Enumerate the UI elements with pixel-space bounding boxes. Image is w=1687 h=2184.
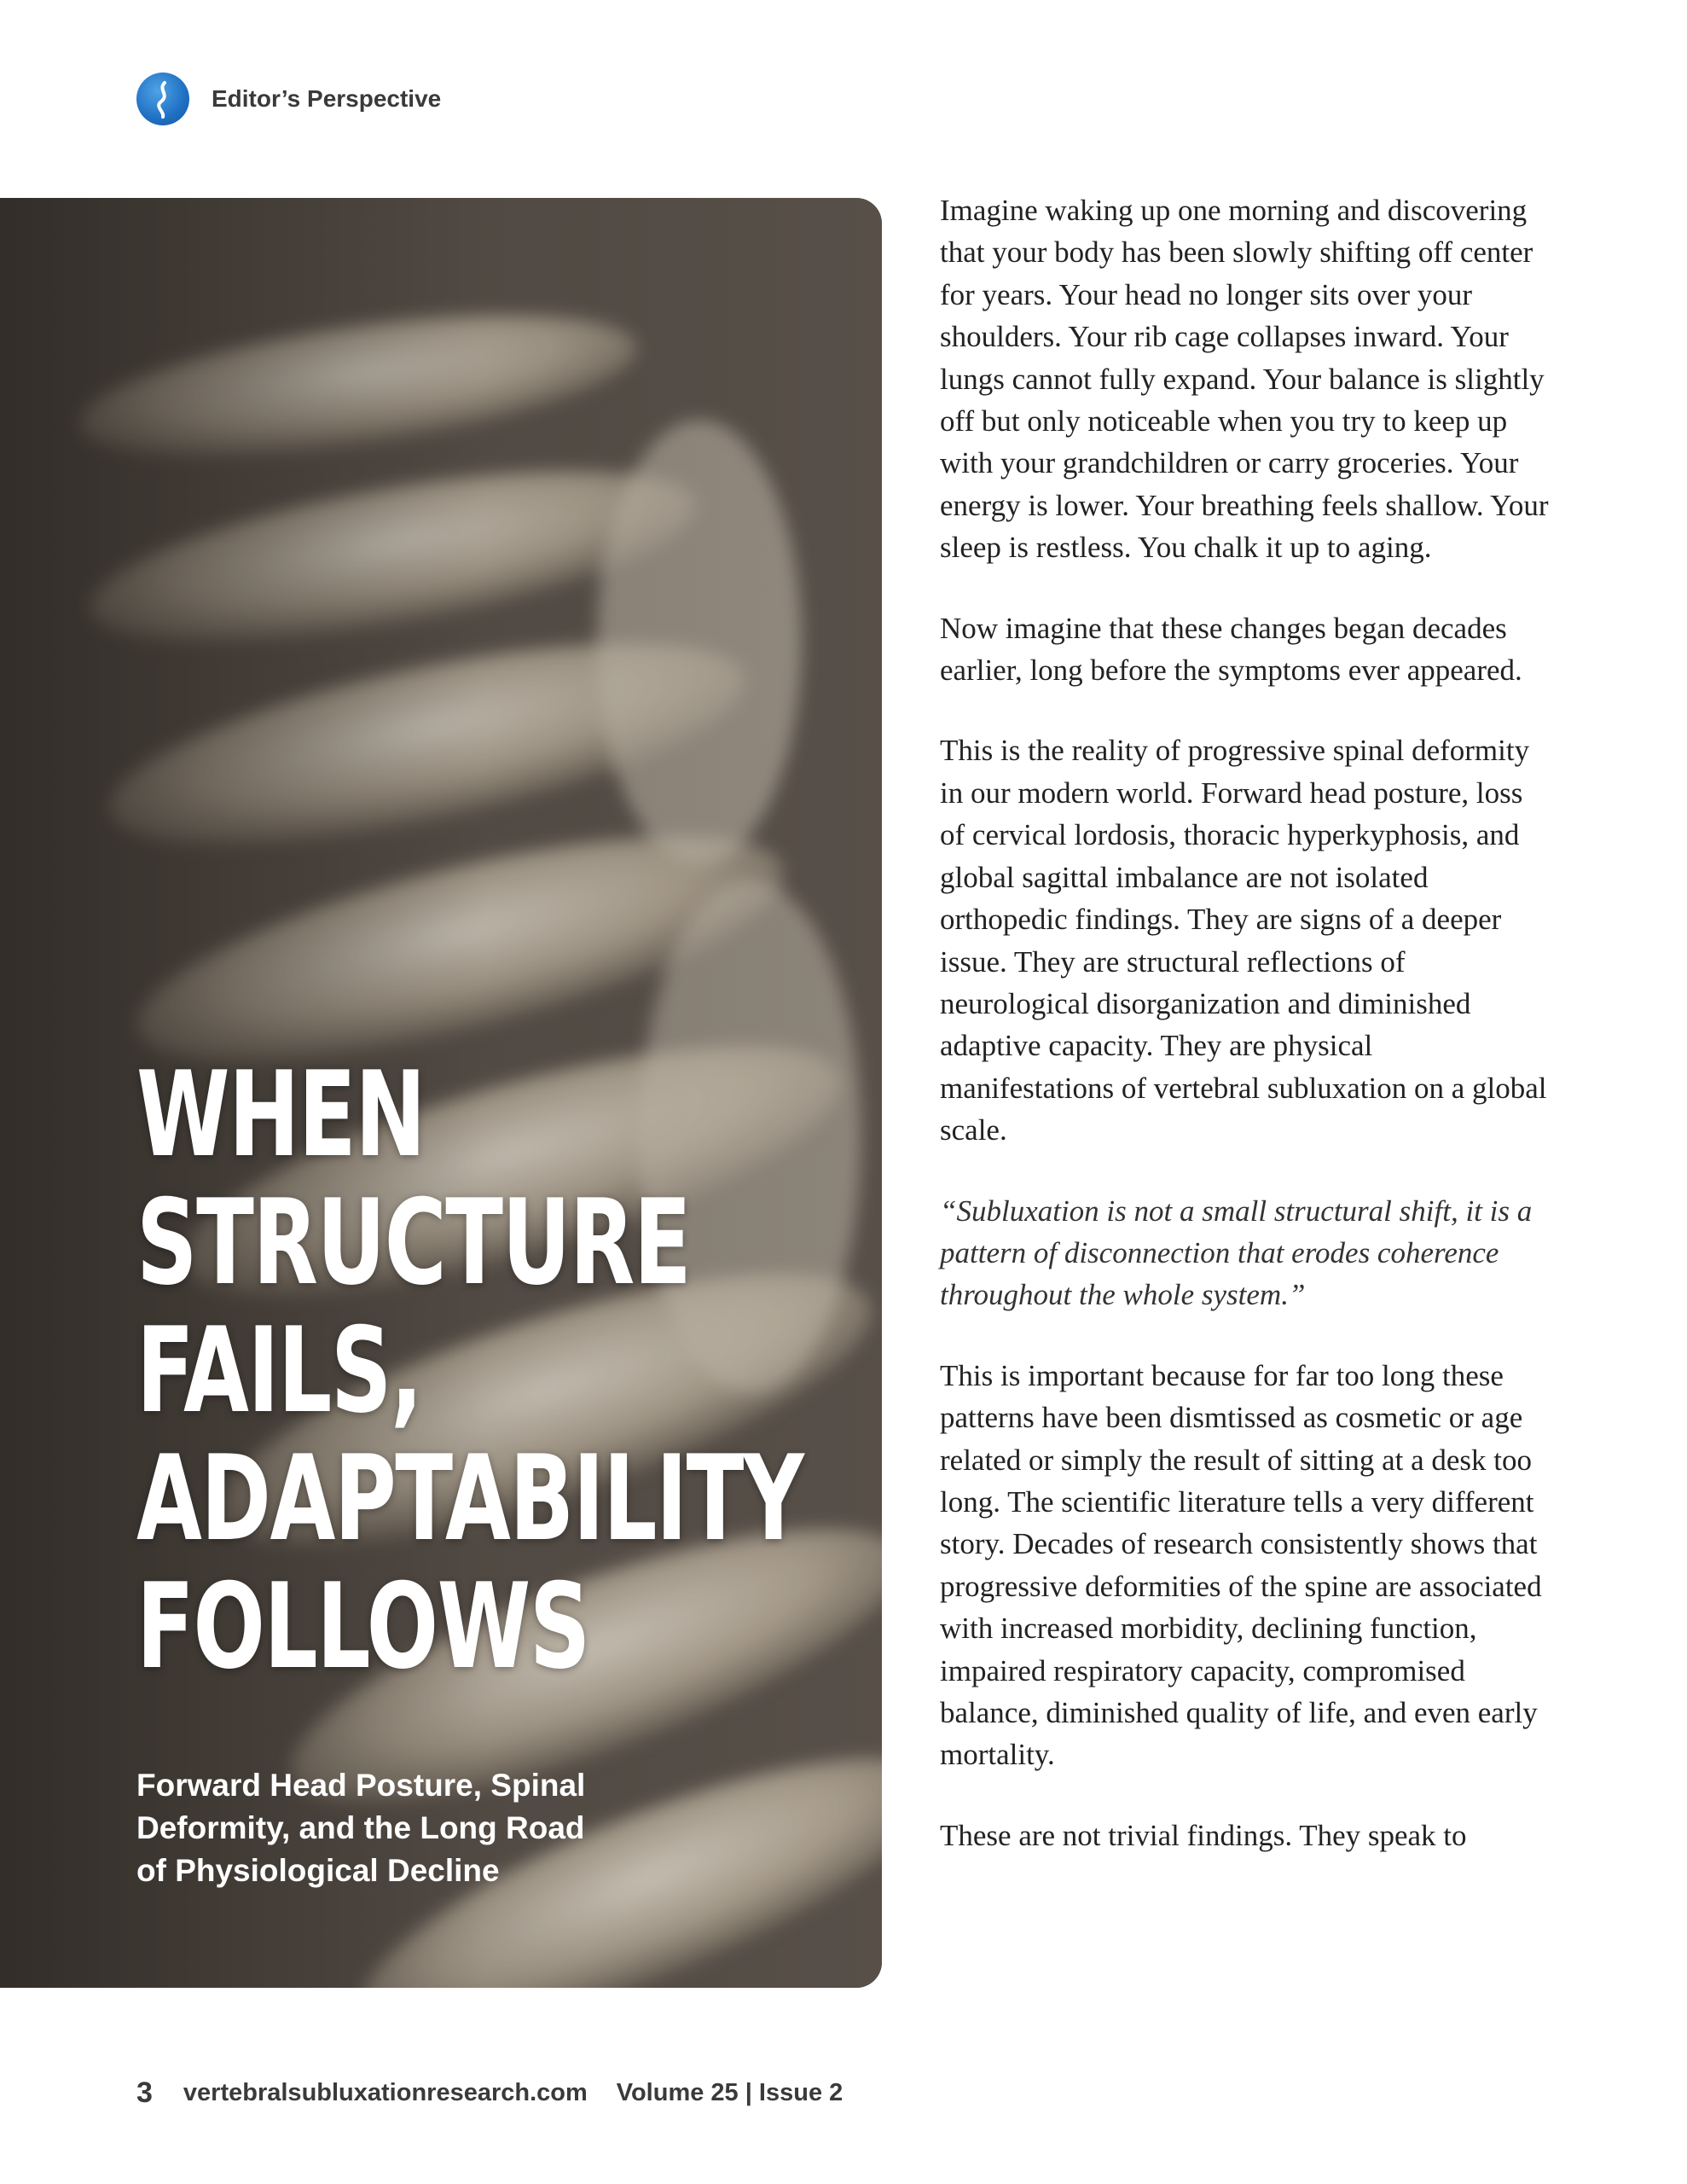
volume-issue: Volume 25 | Issue 2 bbox=[616, 2078, 844, 2106]
body-paragraph: Imagine waking up one morning and discovering that your body has been slowly shifting off center for years. Your head no longer sits over your shoulders. Your rib cage collapses inward. Your lungs cannot fully expand. Your balance is slightly off but only noticeable when you try to keep up with your grandchildren or carry groceries. Your energy is lower. Your breathing feels shallow. Your sleep is restless. You chalk it up to aging. bbox=[940, 194, 1549, 565]
page-number: 3 bbox=[136, 2076, 153, 2109]
pull-quote: “Subluxation is not a small structural shift, it is a pattern of disconnection that erodes coherence throughout the whole system.” bbox=[940, 1194, 1533, 1312]
article-title: WHEN STRUCTURE FAILS, ADAPTABILITY FOLLOWS bbox=[136, 1046, 803, 1695]
body-paragraph: These are not trivial findings. They speak to bbox=[940, 1818, 1467, 1852]
website-link[interactable]: vertebralsubluxationresearch.com bbox=[183, 2078, 588, 2106]
section-label: Editor’s Perspective bbox=[212, 85, 442, 112]
page-footer bbox=[136, 2073, 843, 2112]
hero-image-panel bbox=[0, 198, 882, 1988]
body-paragraph: This is important because for far too long these patterns have been dismtissed as cosmetic or age related or simply the result of sitting at a desk too long. The scientific literature tells a very different story. Decades of research consistently shows that progressive deformities of the spine are associated with increased morbidity, declining function, impaired respiratory capacity, compromised balance, diminished quality of life, and even early mortality. bbox=[940, 1358, 1542, 1772]
body-paragraph: This is the reality of progressive spinal deformity in our modern world. Forward head posture, loss of cervical lordosis, thoracic hyperkyphosis, and global sagittal imbalance are not isolated orthopedic findings. They are signs of a deeper issue. They are structural reflections of neurological disorganization and diminished adaptive capacity. They are physical manifestations of vertebral subluxation on a global scale. bbox=[940, 734, 1547, 1147]
body-paragraph: Now imagine that these changes began decades earlier, long before the symptoms ever appeared. bbox=[940, 611, 1522, 688]
article-body bbox=[940, 189, 1554, 1895]
article-subtitle: Forward Head Posture, Spinal Deformity, and the Long Road of Physiological Decline bbox=[136, 1768, 586, 1888]
spine-logo-icon bbox=[136, 73, 189, 125]
page-header bbox=[136, 72, 441, 126]
